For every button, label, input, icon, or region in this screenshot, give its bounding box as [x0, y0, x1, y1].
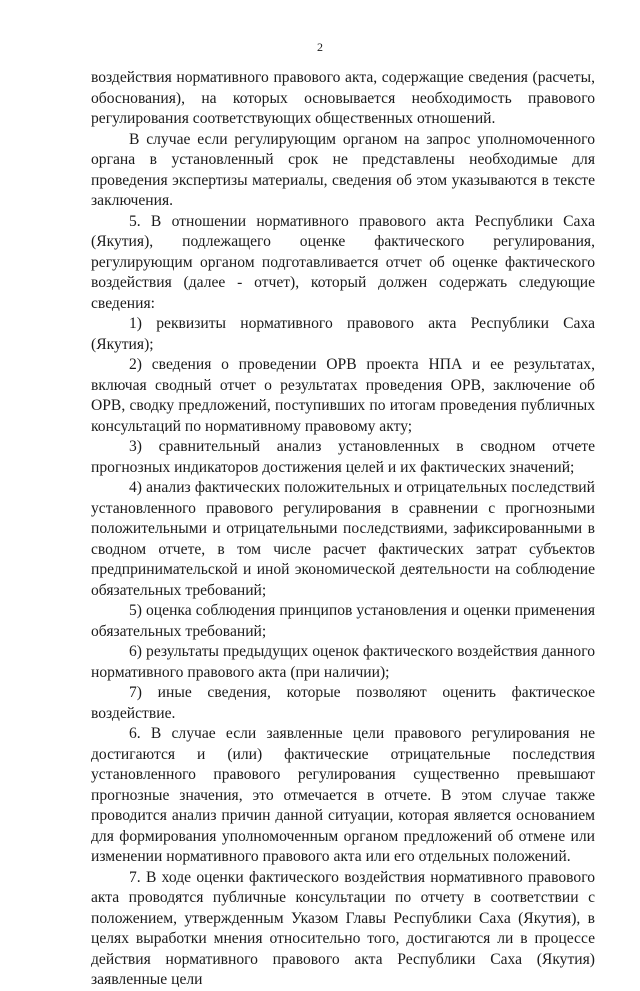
paragraph-item-6: 6. В случае если заявленные цели правового регулирования не достигаются и (или) фактические отрицательные последствия установленного правового регулирования существенно превышают прогнозные значения, это отмечается в отчете. В этом случае также проводится анализ причин данной ситуации, которая является основанием для формирования уполномоченным органом предложений об отмене или изменении нормативного правового акта или его отдельных положений. — [91, 725, 595, 865]
document-body — [91, 68, 595, 991]
paragraph-continuation: воздействия нормативного правового акта, содержащие сведения (расчеты, обоснования), на которых основывается необходимость правового регулирования соответствующих общественных отношений. — [91, 69, 595, 127]
paragraph-missing-materials: В случае если регулирующим органом на запрос уполномоченного органа в установленный срок не представлены необходимые для проведения экспертизы материалы, сведения об этом указываются в тексте заключения. — [91, 130, 595, 209]
list-item-5: 5) оценка соблюдения принципов установления и оценки применения обязательных требований; — [91, 602, 595, 640]
list-item-1: 1) реквизиты нормативного правового акта Республики Саха (Якутия); — [91, 315, 595, 353]
paragraph-item-7: 7. В ходе оценки фактического воздействия нормативного правового акта проводятся публичные консультации по отчету в соответствии с положением, утвержденным Указом Главы Республики Саха (Якутия), в целях выработки мнения относительно того, достигаются ли в процессе действия нормативного правового акта Республики Саха (Якутия) заявленные цели — [91, 868, 595, 988]
paragraph-item-5: 5. В отношении нормативного правового акта Республики Саха (Якутия), подлежащего оценке фактического регулирования, регулирующим органом подготавливается отчет об оценке фактического воздействия (далее - отчет), который должен содержать следующие сведения: — [91, 212, 595, 312]
list-item-7: 7) иные сведения, которые позволяют оценить фактическое воздействие. — [91, 684, 595, 722]
list-item-6: 6) результаты предыдущих оценок фактического воздействия данного нормативного правового акта (при наличии); — [91, 643, 595, 681]
list-item-4: 4) анализ фактических положительных и отрицательных последствий установленного правового регулирования в сравнении с прогнозными положительными и отрицательными последствиями, зафиксированными в сводном отчете, в том числе расчет фактических затрат субъектов предпринимательской и иной экономической деятельности на соблюдение обязательных требований; — [91, 479, 595, 599]
page-number: 2 — [317, 40, 323, 54]
list-item-2: 2) сведения о проведении ОРВ проекта НПА и ее результатах, включая сводный отчет о результатах проведения ОРВ, заключение об ОРВ, сводку предложений, поступивших по итогам проведения публичных консультаций по нормативному правовому акту; — [91, 356, 595, 435]
list-item-3: 3) сравнительный анализ установленных в сводном отчете прогнозных индикаторов достижения целей и их фактических значений; — [91, 438, 595, 476]
